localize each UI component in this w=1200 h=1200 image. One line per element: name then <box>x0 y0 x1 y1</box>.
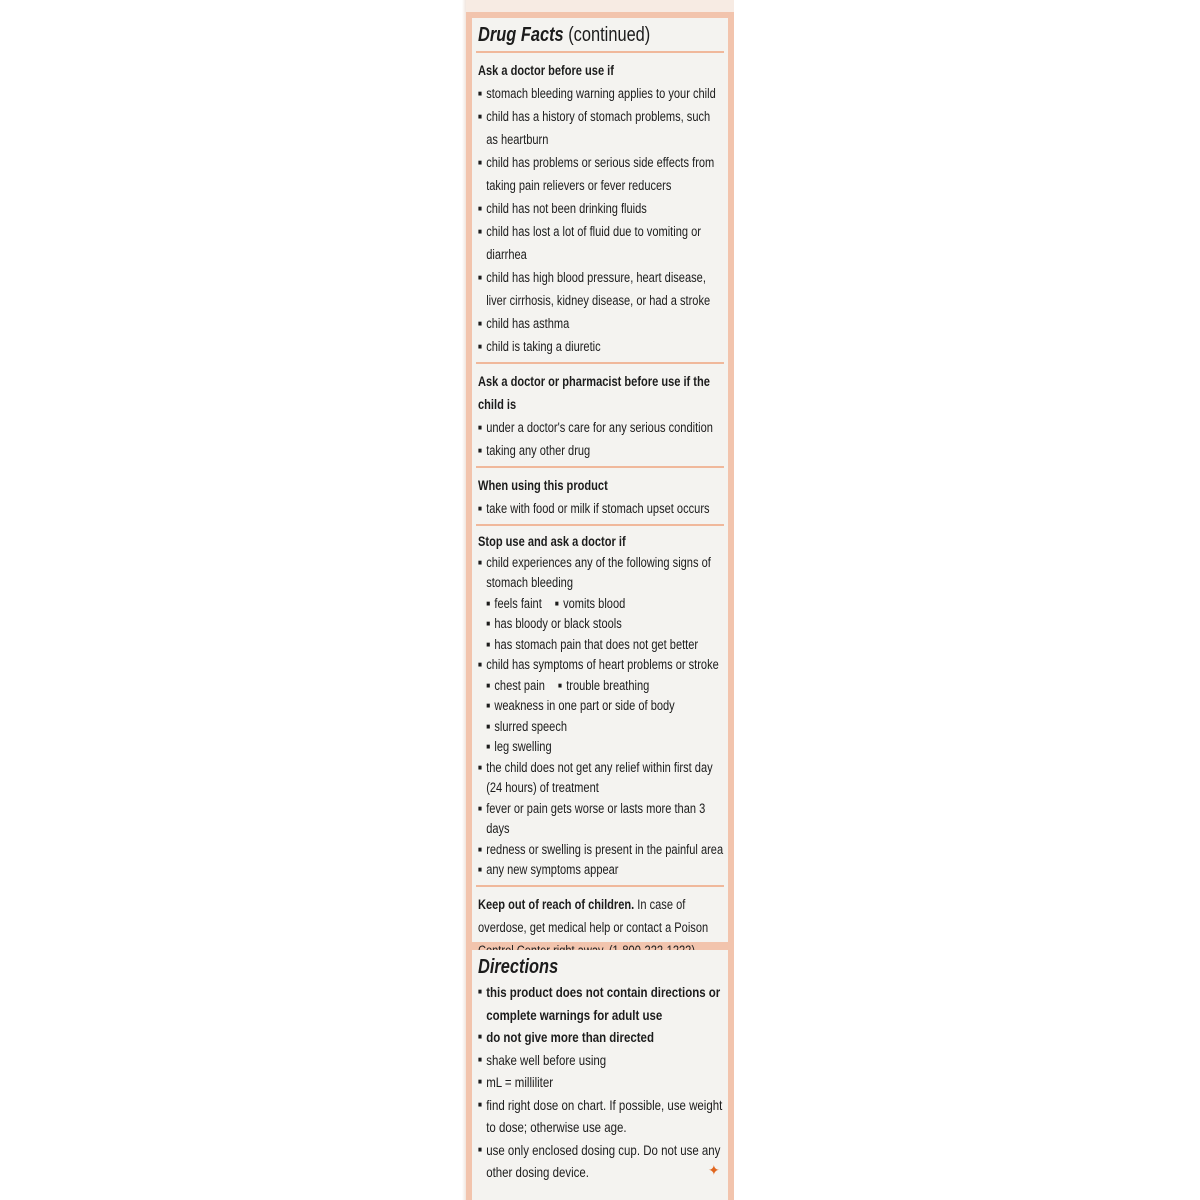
sub-item: ■ weakness in one part or side of body <box>478 696 732 717</box>
list-item: ■ shake well before using <box>478 1049 724 1072</box>
divider <box>476 524 724 526</box>
list-item: ■ mL = milliliter <box>478 1071 724 1094</box>
list-item: ■ do not give more than directed <box>478 1026 724 1049</box>
when-using-section <box>478 474 722 520</box>
keep-out-bold: Keep out of reach of children. <box>478 896 635 912</box>
list-item: ■ stomach bleeding warning applies to your child <box>478 82 724 105</box>
list-item: ■ this product does not contain directions or complete warnings for adult use <box>478 981 724 1026</box>
sub-item: ■ trouble breathing <box>558 676 649 697</box>
title-bold: Drug Facts <box>478 24 564 46</box>
sub-item: ■ has bloody or black stools <box>478 614 732 635</box>
panel-title <box>478 24 678 47</box>
drug-facts-panel <box>472 18 728 942</box>
list-item: ■ take with food or milk if stomach upset occurs <box>478 497 724 520</box>
list-item: ■ taking any other drug <box>478 439 724 462</box>
list-item: ■ fever or pain gets worse or lasts more than 3 days <box>478 799 724 840</box>
divider <box>476 362 724 364</box>
list-item: ■ redness or swelling is present in the painful area <box>478 840 724 861</box>
section-heading: Stop use and ask a doctor if <box>478 534 626 549</box>
sub-item: feels faint <box>494 595 542 611</box>
list-item: ■ any new symptoms appear <box>478 860 724 881</box>
list-item: ■ child has lost a lot of fluid due to vomiting or diarrhea <box>478 220 724 266</box>
divider <box>476 51 724 53</box>
list-item: ■ the child does not get any relief within first day (24 hours) of treatment <box>478 758 724 799</box>
list-item: ■ use only enclosed dosing cup. Do not use any other dosing device. <box>478 1139 724 1184</box>
stop-use-section <box>478 532 722 881</box>
list-item: ■ child is taking a diuretic <box>478 335 724 358</box>
list-item: ■ child has not been drinking fluids <box>478 197 724 220</box>
sub-item: ■ has stomach pain that does not get better <box>478 635 732 656</box>
section-heading: When using this product <box>478 478 608 493</box>
ask-doctor-section <box>478 59 722 358</box>
sub-item: ■ slurred speech <box>478 717 732 738</box>
list-item: ■ child has problems or serious side effects from taking pain relievers or fever reducers <box>478 151 724 197</box>
keep-out-text: In case of overdose, get medical help or contact a Poison <box>478 896 709 935</box>
list-item: ■ child has symptoms of heart problems or stroke <box>478 655 724 676</box>
ask-pharmacist-section <box>478 370 722 462</box>
divider <box>476 466 724 468</box>
section-heading: Ask a doctor before use if <box>478 63 614 78</box>
sub-item: ■ vomits blood <box>555 594 625 615</box>
divider <box>476 885 724 887</box>
directions-panel <box>472 950 728 1200</box>
continued-arrow-icon: ✦ <box>708 1162 720 1178</box>
directions-title: Directions <box>478 956 559 978</box>
list-item: ■ under a doctor's care for any serious condition <box>478 416 724 439</box>
list-item: ■ child experiences any of the following signs of stomach bleeding <box>478 553 724 594</box>
list-item: ■ child has asthma <box>478 312 724 335</box>
sub-item: ■ leg swelling <box>478 737 732 758</box>
section-heading: Ask a doctor or pharmacist before use if the child is <box>478 374 710 412</box>
sub-item: chest pain <box>494 677 545 693</box>
sub-item-pair <box>478 676 732 697</box>
list-item: ■ child has high blood pressure, heart disease, liver cirrhosis, kidney disease, or had a stroke <box>478 266 724 312</box>
list-item: ■ find right dose on chart. If possible, use weight to dose; otherwise use age. <box>478 1094 724 1139</box>
title-rest: (continued) <box>563 24 651 46</box>
list-item: ■ child has a history of stomach problems, such as heartburn <box>478 105 724 151</box>
sub-item-pair <box>478 594 732 615</box>
